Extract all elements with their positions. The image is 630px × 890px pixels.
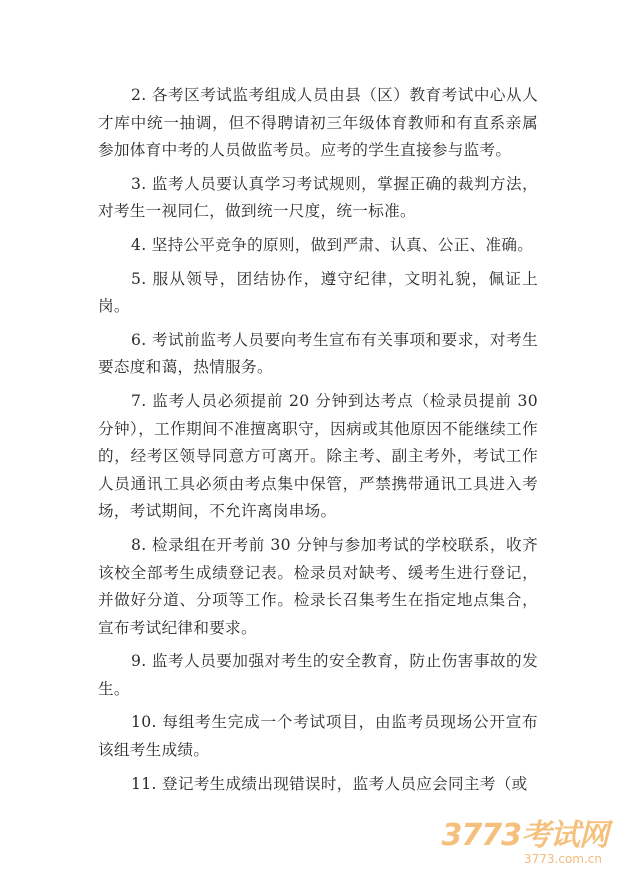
- paragraph-item-5: 5. 服从领导，团结协作，遵守纪律，文明礼貌，佩证上岗。: [98, 269, 538, 316]
- paragraph-item-10: 10. 每组考生完成一个考试项目，由监考员现场公开宣布该组考生成绩。: [98, 713, 538, 760]
- watermark-logo: 3773考试网: [441, 818, 608, 853]
- document-body: [98, 82, 538, 804]
- paragraph-item-4: 4. 坚持公平竞争的原则，做到严肃、认真、公正、准确。: [131, 235, 534, 254]
- paragraph-item-6: 6. 考试前监考人员要向考生宣布有关事项和要求，对考生要态度和蔼，热情服务。: [98, 330, 538, 377]
- paragraph-item-3: 3. 监考人员要认真学习考试规则，掌握正确的裁判方法，对考生一视同仁，做到统一尺度，统一标准。: [98, 174, 538, 221]
- watermark-url: 3773.com.cn: [524, 852, 602, 866]
- paragraph-item-8: 8. 检录组在开考前 30 分钟与参加考试的学校联系，收齐该校全部考生成绩登记表。检录员对缺考、缓考生进行登记，并做好分道、分项等工作。检录长召集考生在指定地点集合，宣布考试纪律和要求。: [98, 535, 538, 637]
- site-watermark: [441, 810, 608, 868]
- paragraph-item-11: 11. 登记考生成绩出现错误时，监考人员应会同主考（或: [131, 774, 528, 793]
- paragraph-item-2: 2. 各考区考试监考组成人员由县（区）教育考试中心从人才库中统一抽调，但不得聘请初三年级体育教师和有直系亲属参加体育中考的人员做监考员。应考的学生直接参与监考。: [98, 86, 538, 160]
- paragraph-item-7: 7. 监考人员必须提前 20 分钟到达考点（检录员提前 30 分钟），工作期间不准擅离职守，因病或其他原因不能继续工作的，经考区领导同意方可离开。除主考、副主考外，考试工作人员通讯工具必须由考点集中保管，严禁携带通讯工具进入考场，考试期间，不允许离岗串场。: [98, 391, 538, 521]
- paragraph-item-9: 9. 监考人员要加强对考生的安全教育，防止伤害事故的发生。: [98, 652, 538, 698]
